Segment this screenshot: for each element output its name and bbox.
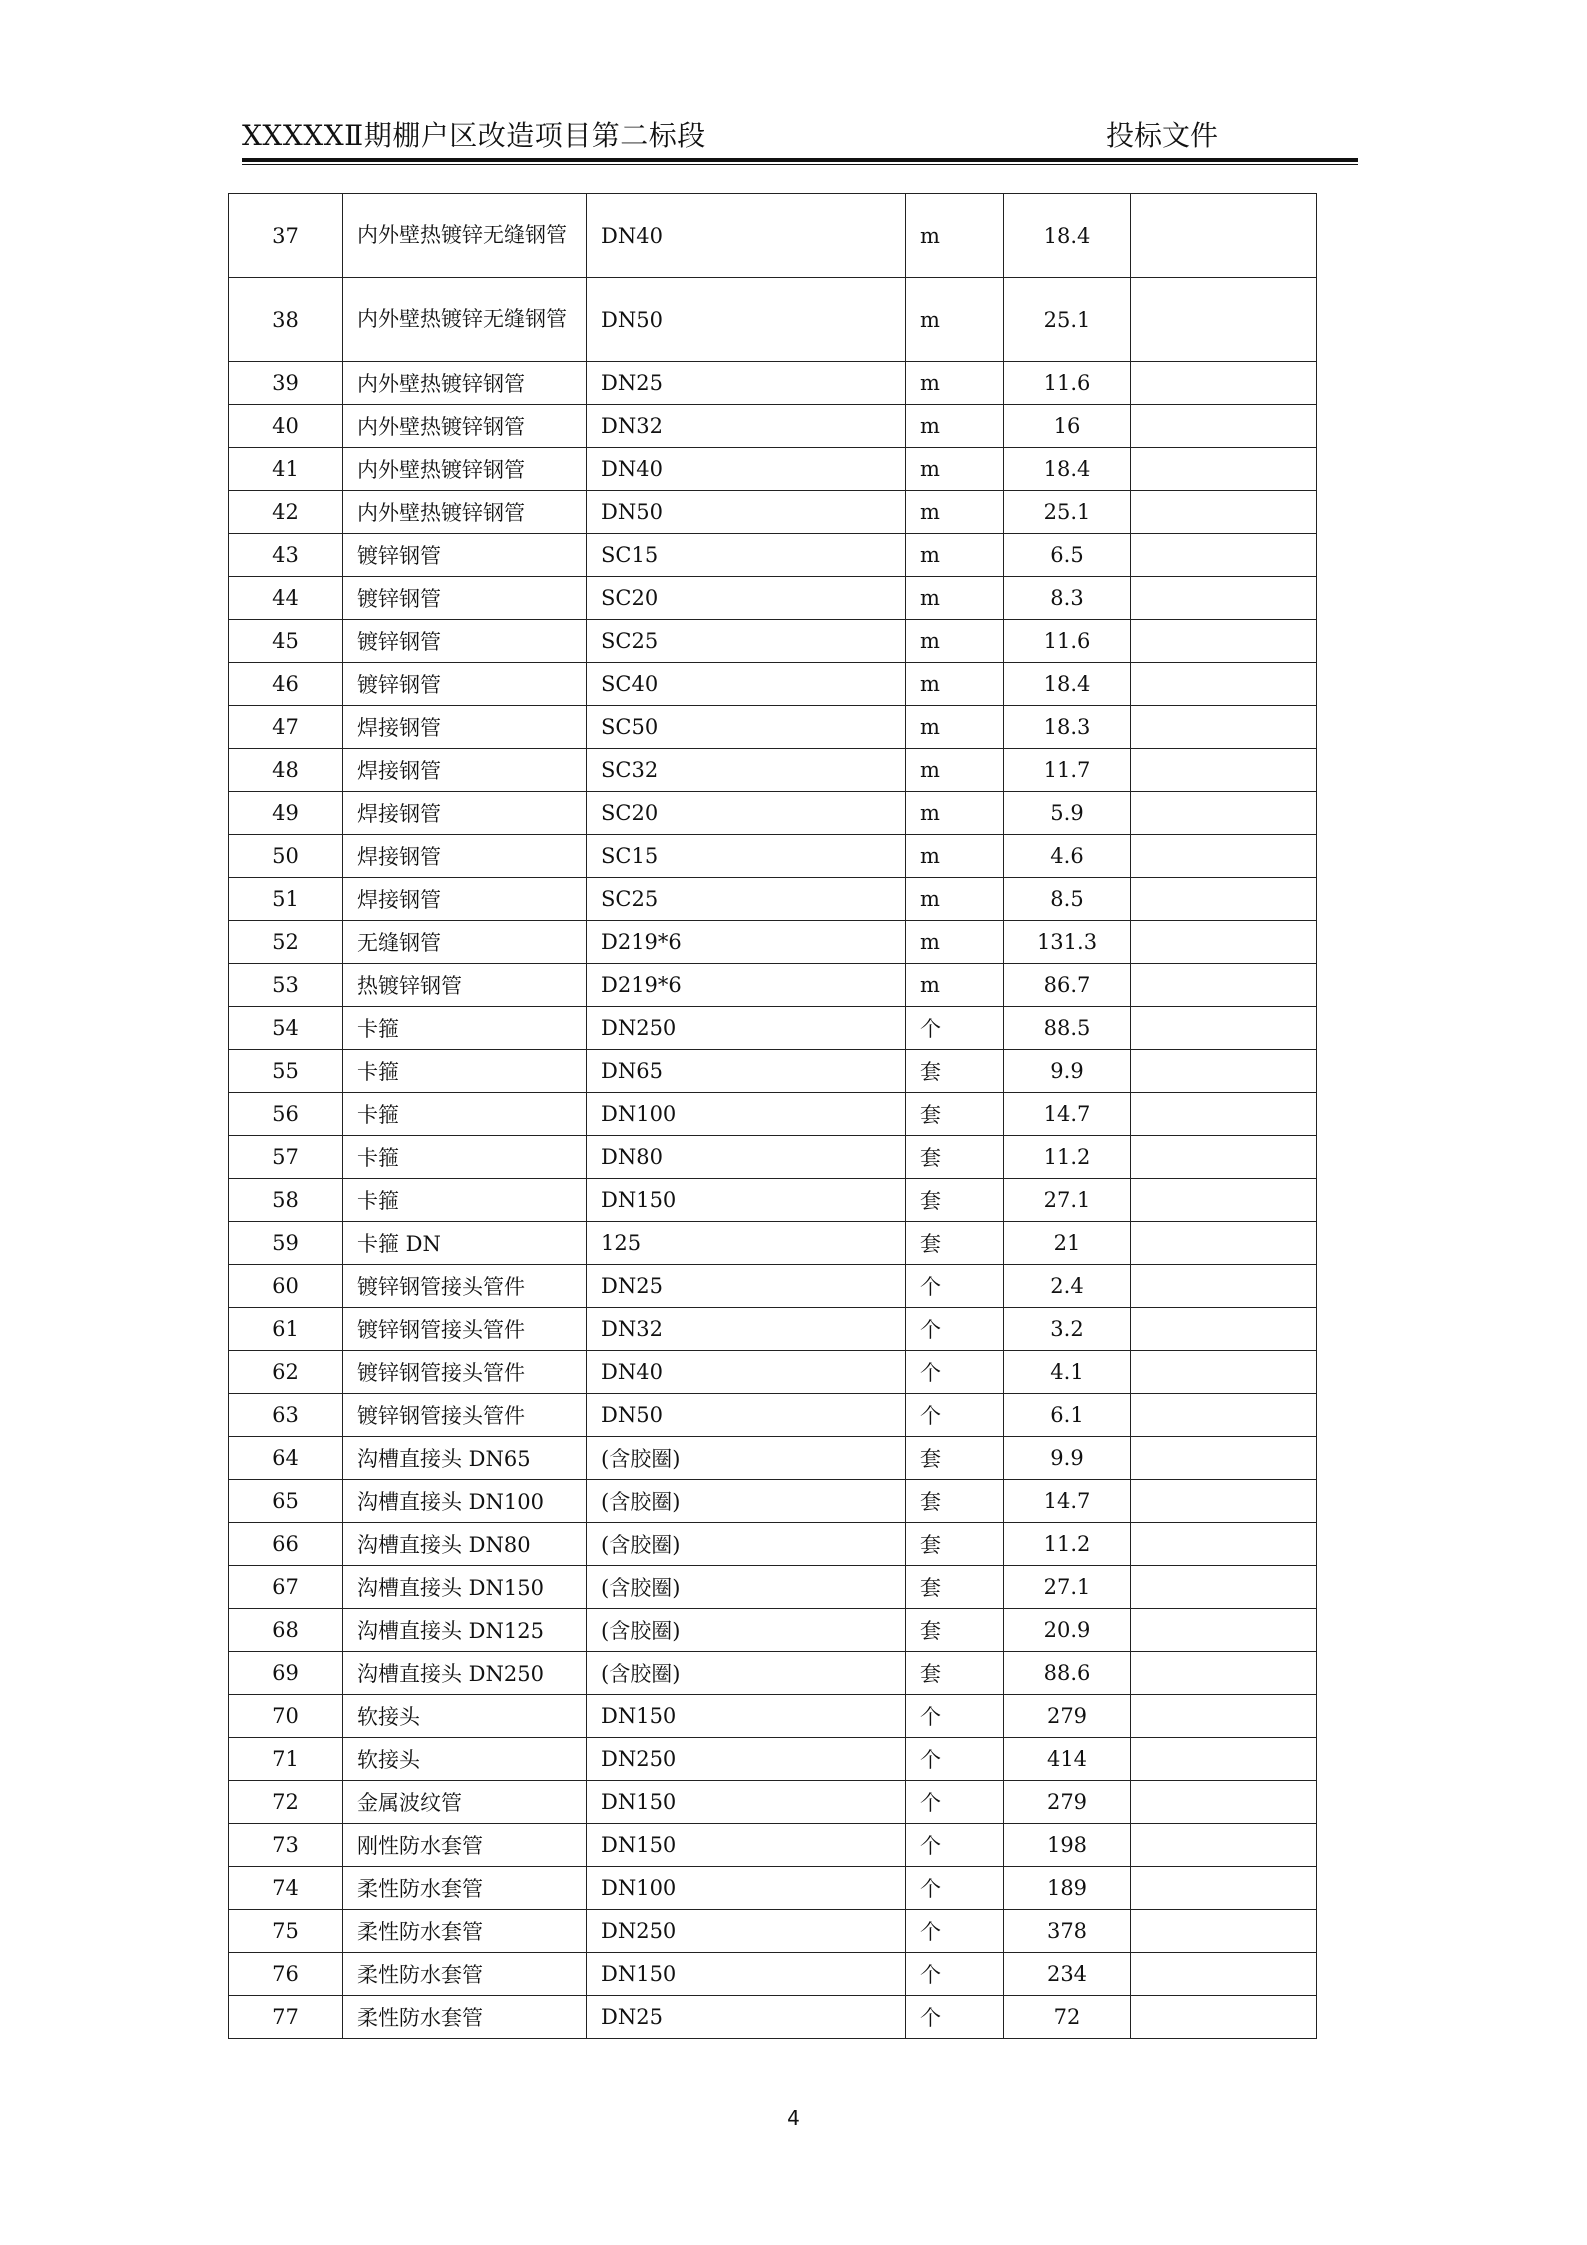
item-number: 71 — [229, 1738, 343, 1781]
item-note — [1131, 921, 1317, 964]
item-name: 内外壁热镀锌钢管 — [343, 491, 587, 534]
table-row — [229, 921, 1317, 964]
item-unit: 个 — [906, 1007, 1004, 1050]
item-name: 软接头 — [343, 1695, 587, 1738]
item-spec: SC32 — [587, 749, 906, 792]
header-rule-thick — [242, 158, 1358, 162]
table-row — [229, 577, 1317, 620]
item-number: 61 — [229, 1308, 343, 1351]
item-quantity: 4.1 — [1004, 1351, 1131, 1394]
item-note — [1131, 1308, 1317, 1351]
item-note — [1131, 749, 1317, 792]
item-quantity: 9.9 — [1004, 1050, 1131, 1093]
table-row — [229, 878, 1317, 921]
item-note — [1131, 1996, 1317, 2039]
item-spec: DN100 — [587, 1093, 906, 1136]
item-name: 沟槽直接头 DN250 — [343, 1652, 587, 1695]
item-number: 77 — [229, 1996, 343, 2039]
table-row — [229, 1308, 1317, 1351]
item-spec: SC25 — [587, 878, 906, 921]
item-quantity: 20.9 — [1004, 1609, 1131, 1652]
item-quantity: 3.2 — [1004, 1308, 1131, 1351]
item-quantity: 88.5 — [1004, 1007, 1131, 1050]
item-unit: 套 — [906, 1093, 1004, 1136]
item-number: 64 — [229, 1437, 343, 1480]
item-note — [1131, 534, 1317, 577]
item-quantity: 72 — [1004, 1996, 1131, 2039]
item-name: 焊接钢管 — [343, 835, 587, 878]
item-number: 43 — [229, 534, 343, 577]
item-unit: m — [906, 362, 1004, 405]
item-name: 卡箍 — [343, 1136, 587, 1179]
item-number: 55 — [229, 1050, 343, 1093]
item-quantity: 279 — [1004, 1781, 1131, 1824]
item-name: 内外壁热镀锌无缝钢管 — [343, 278, 587, 362]
item-spec: DN150 — [587, 1953, 906, 1996]
item-name: 焊接钢管 — [343, 706, 587, 749]
item-quantity: 414 — [1004, 1738, 1131, 1781]
item-note — [1131, 964, 1317, 1007]
item-name: 沟槽直接头 DN100 — [343, 1480, 587, 1523]
item-spec: SC15 — [587, 534, 906, 577]
item-quantity: 6.5 — [1004, 534, 1131, 577]
table-row — [229, 1136, 1317, 1179]
item-unit: m — [906, 878, 1004, 921]
item-quantity: 11.2 — [1004, 1136, 1131, 1179]
item-name: 镀锌钢管接头管件 — [343, 1308, 587, 1351]
item-spec: DN50 — [587, 1394, 906, 1437]
table-row — [229, 1093, 1317, 1136]
item-note — [1131, 1609, 1317, 1652]
item-spec: DN50 — [587, 278, 906, 362]
item-quantity: 5.9 — [1004, 792, 1131, 835]
item-number: 62 — [229, 1351, 343, 1394]
item-name: 柔性防水套管 — [343, 1867, 587, 1910]
item-spec: (含胶圈) — [587, 1566, 906, 1609]
item-unit: 个 — [906, 1308, 1004, 1351]
item-unit: m — [906, 534, 1004, 577]
item-number: 73 — [229, 1824, 343, 1867]
item-spec: DN32 — [587, 405, 906, 448]
item-name: 镀锌钢管 — [343, 663, 587, 706]
item-name: 金属波纹管 — [343, 1781, 587, 1824]
item-name: 镀锌钢管 — [343, 534, 587, 577]
item-unit: 个 — [906, 1996, 1004, 2039]
item-note — [1131, 1136, 1317, 1179]
item-number: 46 — [229, 663, 343, 706]
item-note — [1131, 1222, 1317, 1265]
document-type: 投标文件 — [1105, 119, 1218, 152]
item-number: 37 — [229, 194, 343, 278]
table-row — [229, 749, 1317, 792]
item-name: 沟槽直接头 DN150 — [343, 1566, 587, 1609]
page-header — [242, 114, 1358, 154]
item-unit: 套 — [906, 1136, 1004, 1179]
item-unit: 个 — [906, 1953, 1004, 1996]
item-note — [1131, 405, 1317, 448]
item-note — [1131, 835, 1317, 878]
item-unit: m — [906, 577, 1004, 620]
item-spec: D219*6 — [587, 964, 906, 1007]
item-name: 无缝钢管 — [343, 921, 587, 964]
item-name: 柔性防水套管 — [343, 1996, 587, 2039]
item-quantity: 27.1 — [1004, 1566, 1131, 1609]
item-note — [1131, 1824, 1317, 1867]
item-quantity: 14.7 — [1004, 1093, 1131, 1136]
item-quantity: 9.9 — [1004, 1437, 1131, 1480]
table-row — [229, 663, 1317, 706]
item-quantity: 198 — [1004, 1824, 1131, 1867]
table-row — [229, 534, 1317, 577]
item-quantity: 279 — [1004, 1695, 1131, 1738]
item-quantity: 11.6 — [1004, 362, 1131, 405]
item-number: 45 — [229, 620, 343, 663]
item-name: 热镀锌钢管 — [343, 964, 587, 1007]
item-unit: 套 — [906, 1652, 1004, 1695]
item-name: 柔性防水套管 — [343, 1953, 587, 1996]
item-quantity: 2.4 — [1004, 1265, 1131, 1308]
item-quantity: 27.1 — [1004, 1179, 1131, 1222]
item-unit: 套 — [906, 1566, 1004, 1609]
item-note — [1131, 1695, 1317, 1738]
item-note — [1131, 1050, 1317, 1093]
table-row — [229, 278, 1317, 362]
item-note — [1131, 1179, 1317, 1222]
table-row — [229, 706, 1317, 749]
item-name: 内外壁热镀锌钢管 — [343, 448, 587, 491]
item-number: 56 — [229, 1093, 343, 1136]
item-spec: (含胶圈) — [587, 1652, 906, 1695]
item-spec: DN80 — [587, 1136, 906, 1179]
item-quantity: 86.7 — [1004, 964, 1131, 1007]
table-row — [229, 1910, 1317, 1953]
item-note — [1131, 1093, 1317, 1136]
item-number: 49 — [229, 792, 343, 835]
item-spec: (含胶圈) — [587, 1523, 906, 1566]
table-row — [229, 1523, 1317, 1566]
item-unit: m — [906, 405, 1004, 448]
item-spec: DN65 — [587, 1050, 906, 1093]
table-row — [229, 1781, 1317, 1824]
item-unit: m — [906, 964, 1004, 1007]
item-number: 66 — [229, 1523, 343, 1566]
item-unit: 套 — [906, 1609, 1004, 1652]
item-note — [1131, 706, 1317, 749]
item-unit: 个 — [906, 1695, 1004, 1738]
table-row — [229, 362, 1317, 405]
item-name: 沟槽直接头 DN80 — [343, 1523, 587, 1566]
item-spec: DN25 — [587, 1265, 906, 1308]
item-unit: m — [906, 620, 1004, 663]
item-spec: SC25 — [587, 620, 906, 663]
item-number: 57 — [229, 1136, 343, 1179]
item-quantity: 11.2 — [1004, 1523, 1131, 1566]
project-title: XXXXXⅡ期棚户区改造项目第二标段 — [242, 119, 706, 152]
item-note — [1131, 1652, 1317, 1695]
item-spec: 125 — [587, 1222, 906, 1265]
item-note — [1131, 1007, 1317, 1050]
item-number: 67 — [229, 1566, 343, 1609]
item-spec: SC15 — [587, 835, 906, 878]
header-rule-thin — [242, 164, 1358, 165]
table-row — [229, 835, 1317, 878]
item-note — [1131, 1437, 1317, 1480]
item-name: 卡箍 — [343, 1179, 587, 1222]
item-spec: DN250 — [587, 1910, 906, 1953]
item-note — [1131, 620, 1317, 663]
table-row — [229, 1652, 1317, 1695]
item-name: 焊接钢管 — [343, 792, 587, 835]
table-row — [229, 792, 1317, 835]
item-unit: 套 — [906, 1523, 1004, 1566]
table-row — [229, 1738, 1317, 1781]
item-name: 内外壁热镀锌无缝钢管 — [343, 194, 587, 278]
item-number: 63 — [229, 1394, 343, 1437]
item-number: 51 — [229, 878, 343, 921]
item-note — [1131, 1523, 1317, 1566]
table-row — [229, 620, 1317, 663]
item-note — [1131, 1265, 1317, 1308]
item-name: 镀锌钢管接头管件 — [343, 1265, 587, 1308]
item-quantity: 8.5 — [1004, 878, 1131, 921]
table-row — [229, 1695, 1317, 1738]
item-unit: 套 — [906, 1437, 1004, 1480]
item-number: 41 — [229, 448, 343, 491]
item-quantity: 25.1 — [1004, 278, 1131, 362]
item-spec: D219*6 — [587, 921, 906, 964]
item-number: 74 — [229, 1867, 343, 1910]
item-spec: DN25 — [587, 1996, 906, 2039]
table-row — [229, 1566, 1317, 1609]
item-quantity: 88.6 — [1004, 1652, 1131, 1695]
item-name: 沟槽直接头 DN125 — [343, 1609, 587, 1652]
item-spec: (含胶圈) — [587, 1437, 906, 1480]
item-note — [1131, 278, 1317, 362]
item-unit: m — [906, 792, 1004, 835]
item-quantity: 378 — [1004, 1910, 1131, 1953]
item-number: 76 — [229, 1953, 343, 1996]
item-quantity: 131.3 — [1004, 921, 1131, 964]
table-row — [229, 1050, 1317, 1093]
item-quantity: 6.1 — [1004, 1394, 1131, 1437]
table-row — [229, 448, 1317, 491]
item-quantity: 21 — [1004, 1222, 1131, 1265]
item-name: 刚性防水套管 — [343, 1824, 587, 1867]
item-quantity: 18.4 — [1004, 448, 1131, 491]
item-number: 38 — [229, 278, 343, 362]
item-spec: DN250 — [587, 1738, 906, 1781]
item-quantity: 18.4 — [1004, 663, 1131, 706]
item-name: 镀锌钢管 — [343, 620, 587, 663]
item-number: 58 — [229, 1179, 343, 1222]
item-number: 69 — [229, 1652, 343, 1695]
item-unit: 个 — [906, 1910, 1004, 1953]
item-spec: SC20 — [587, 577, 906, 620]
item-number: 42 — [229, 491, 343, 534]
item-spec: DN150 — [587, 1824, 906, 1867]
item-number: 50 — [229, 835, 343, 878]
table-row — [229, 1437, 1317, 1480]
item-number: 54 — [229, 1007, 343, 1050]
item-note — [1131, 362, 1317, 405]
table-row — [229, 1824, 1317, 1867]
item-name: 卡箍 DN — [343, 1222, 587, 1265]
item-number: 60 — [229, 1265, 343, 1308]
item-note — [1131, 1781, 1317, 1824]
item-name: 内外壁热镀锌钢管 — [343, 405, 587, 448]
item-spec: (含胶圈) — [587, 1480, 906, 1523]
item-spec: DN150 — [587, 1179, 906, 1222]
table-row — [229, 1609, 1317, 1652]
table-row — [229, 1480, 1317, 1523]
item-name: 柔性防水套管 — [343, 1910, 587, 1953]
item-unit: 个 — [906, 1824, 1004, 1867]
item-number: 59 — [229, 1222, 343, 1265]
item-note — [1131, 1394, 1317, 1437]
item-spec: (含胶圈) — [587, 1609, 906, 1652]
item-unit: 个 — [906, 1738, 1004, 1781]
item-unit: m — [906, 835, 1004, 878]
item-spec: SC40 — [587, 663, 906, 706]
table-row — [229, 194, 1317, 278]
item-number: 75 — [229, 1910, 343, 1953]
item-spec: DN150 — [587, 1781, 906, 1824]
item-spec: DN100 — [587, 1867, 906, 1910]
table-row — [229, 1179, 1317, 1222]
item-note — [1131, 577, 1317, 620]
item-spec: SC50 — [587, 706, 906, 749]
materials-table — [228, 193, 1317, 2039]
item-name: 软接头 — [343, 1738, 587, 1781]
item-spec: DN150 — [587, 1695, 906, 1738]
item-number: 68 — [229, 1609, 343, 1652]
item-unit: m — [906, 194, 1004, 278]
item-unit: m — [906, 749, 1004, 792]
item-quantity: 234 — [1004, 1953, 1131, 1996]
item-note — [1131, 663, 1317, 706]
item-name: 镀锌钢管接头管件 — [343, 1394, 587, 1437]
item-spec: DN40 — [587, 1351, 906, 1394]
item-unit: m — [906, 706, 1004, 749]
item-unit: 套 — [906, 1050, 1004, 1093]
item-name: 沟槽直接头 DN65 — [343, 1437, 587, 1480]
item-quantity: 11.7 — [1004, 749, 1131, 792]
item-unit: m — [906, 278, 1004, 362]
item-note — [1131, 1480, 1317, 1523]
item-unit: 个 — [906, 1265, 1004, 1308]
item-name: 镀锌钢管 — [343, 577, 587, 620]
item-quantity: 11.6 — [1004, 620, 1131, 663]
item-spec: DN25 — [587, 362, 906, 405]
item-note — [1131, 194, 1317, 278]
item-name: 卡箍 — [343, 1093, 587, 1136]
page-number: 4 — [787, 2106, 800, 2130]
item-spec: DN250 — [587, 1007, 906, 1050]
item-note — [1131, 1351, 1317, 1394]
item-quantity: 18.3 — [1004, 706, 1131, 749]
table-row — [229, 1996, 1317, 2039]
item-unit: 套 — [906, 1179, 1004, 1222]
item-number: 53 — [229, 964, 343, 1007]
item-name: 镀锌钢管接头管件 — [343, 1351, 587, 1394]
item-note — [1131, 792, 1317, 835]
item-unit: m — [906, 448, 1004, 491]
table-row — [229, 1953, 1317, 1996]
item-number: 44 — [229, 577, 343, 620]
table-row — [229, 405, 1317, 448]
item-quantity: 189 — [1004, 1867, 1131, 1910]
item-quantity: 25.1 — [1004, 491, 1131, 534]
item-note — [1131, 1566, 1317, 1609]
item-name: 卡箍 — [343, 1050, 587, 1093]
item-unit: 套 — [906, 1222, 1004, 1265]
item-note — [1131, 448, 1317, 491]
item-unit: 个 — [906, 1394, 1004, 1437]
item-spec: SC20 — [587, 792, 906, 835]
item-unit: m — [906, 663, 1004, 706]
item-number: 48 — [229, 749, 343, 792]
item-quantity: 8.3 — [1004, 577, 1131, 620]
item-quantity: 16 — [1004, 405, 1131, 448]
item-spec: DN32 — [587, 1308, 906, 1351]
table-row — [229, 491, 1317, 534]
item-name: 焊接钢管 — [343, 878, 587, 921]
item-note — [1131, 1738, 1317, 1781]
item-note — [1131, 491, 1317, 534]
table-row — [229, 1867, 1317, 1910]
item-name: 焊接钢管 — [343, 749, 587, 792]
item-quantity: 4.6 — [1004, 835, 1131, 878]
item-name: 卡箍 — [343, 1007, 587, 1050]
item-number: 70 — [229, 1695, 343, 1738]
item-number: 40 — [229, 405, 343, 448]
item-number: 39 — [229, 362, 343, 405]
item-quantity: 18.4 — [1004, 194, 1131, 278]
item-name: 内外壁热镀锌钢管 — [343, 362, 587, 405]
table-row — [229, 1394, 1317, 1437]
item-spec: DN50 — [587, 491, 906, 534]
item-number: 65 — [229, 1480, 343, 1523]
item-unit: 个 — [906, 1351, 1004, 1394]
item-number: 72 — [229, 1781, 343, 1824]
item-unit: m — [906, 491, 1004, 534]
table-row — [229, 1351, 1317, 1394]
item-note — [1131, 878, 1317, 921]
item-unit: 套 — [906, 1480, 1004, 1523]
item-quantity: 14.7 — [1004, 1480, 1131, 1523]
item-note — [1131, 1867, 1317, 1910]
table-row — [229, 964, 1317, 1007]
table-row — [229, 1007, 1317, 1050]
table-row — [229, 1222, 1317, 1265]
item-note — [1131, 1910, 1317, 1953]
item-spec: DN40 — [587, 194, 906, 278]
materials-table-body — [229, 194, 1317, 2039]
table-row — [229, 1265, 1317, 1308]
item-unit: m — [906, 921, 1004, 964]
item-number: 52 — [229, 921, 343, 964]
item-unit: 个 — [906, 1781, 1004, 1824]
item-spec: DN40 — [587, 448, 906, 491]
item-unit: 个 — [906, 1867, 1004, 1910]
item-number: 47 — [229, 706, 343, 749]
item-note — [1131, 1953, 1317, 1996]
